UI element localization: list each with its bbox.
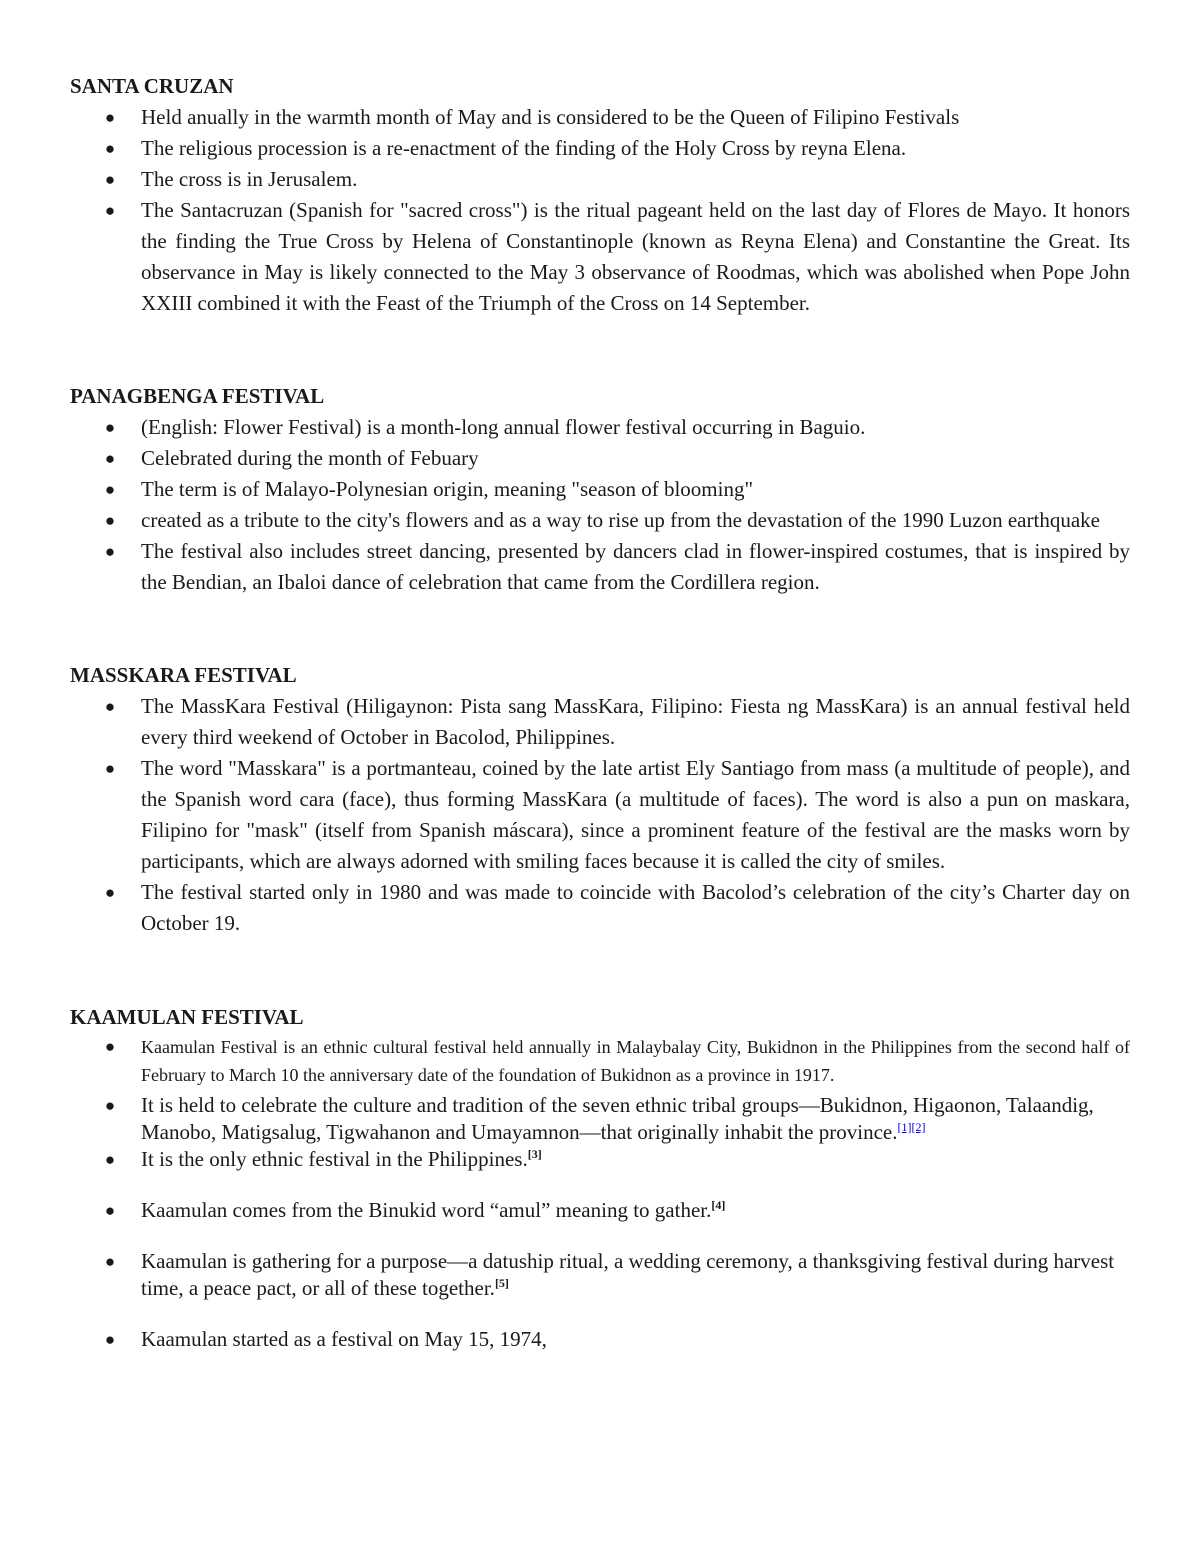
bullet-icon: ● xyxy=(104,1201,116,1220)
bullet-icon: ● xyxy=(104,697,116,716)
bullet-icon: ● xyxy=(104,1330,116,1349)
bullet-icon: ● xyxy=(104,201,116,220)
list-item-text: Celebrated during the month of Febuary xyxy=(141,446,479,470)
list-item xyxy=(70,133,1130,164)
section-kaamulan xyxy=(70,1002,1130,1353)
section-masskara xyxy=(70,660,1130,939)
bullet-icon: ● xyxy=(104,759,116,778)
list-item xyxy=(70,443,1130,474)
bullet-icon: ● xyxy=(104,1037,116,1056)
footnote-ref: [4] xyxy=(711,1198,726,1212)
section-santa-cruzan xyxy=(70,71,1130,319)
list-item xyxy=(70,1248,1130,1302)
list-item-text: Kaamulan Festival is an ethnic cultural festival held annually in Malaybalay City, Bukidnon in the Philippines from the second half of February to March 10 the anniversary date of the foundation of Bukidnon as a province in 1917. xyxy=(141,1037,1130,1085)
list-item-text: Kaamulan comes from the Binukid word “amul” meaning to gather. xyxy=(141,1198,712,1222)
bullet-icon: ● xyxy=(104,480,116,499)
list-item xyxy=(70,691,1130,753)
list-item-text: created as a tribute to the city's flowers and as a way to rise up from the devastation of the 1990 Luzon earthquake xyxy=(141,508,1100,532)
list-item xyxy=(70,164,1130,195)
list-item-text: The cross is in Jerusalem. xyxy=(141,167,358,191)
list-item-text: The religious procession is a re-enactment of the finding of the Holy Cross by reyna Elena. xyxy=(141,136,907,160)
footnote-refs xyxy=(897,1120,925,1134)
bullet-list xyxy=(70,691,1130,939)
list-item xyxy=(70,412,1130,443)
bullet-icon: ● xyxy=(104,108,116,127)
footnote-ref: [5] xyxy=(494,1276,509,1290)
bullet-icon: ● xyxy=(104,511,116,530)
bullet-icon: ● xyxy=(104,542,116,561)
list-item-text: The word "Masskara" is a portmanteau, coined by the late artist Ely Santiago from mass (a multitude of people), and the Spanish word cara (face), thus forming MassKara (a multitude of faces). The word is also a pun on maskara, Filipino for "mask" (itself from Spanish máscara), since a prominent feature of the festival are the masks worn by participants, which are always adorned with smiling faces because it is called the city of smiles. xyxy=(141,756,1130,873)
list-item xyxy=(70,1033,1130,1089)
footnote-link[interactable]: [1] xyxy=(897,1120,912,1134)
list-item xyxy=(70,505,1130,536)
bullet-icon: ● xyxy=(104,139,116,158)
bullet-icon: ● xyxy=(104,170,116,189)
list-item xyxy=(70,1146,1130,1173)
list-item-text: The festival started only in 1980 and was made to coincide with Bacolod’s celebration of the city’s Charter day on October 19. xyxy=(141,880,1130,935)
list-item-text: The festival also includes street dancing, presented by dancers clad in flower-inspired costumes, that is inspired by the Bendian, an Ibaloi dance of celebration that came from the Cordillera region. xyxy=(141,539,1130,594)
bullet-list xyxy=(70,1033,1130,1353)
list-item-text: The Santacruzan (Spanish for "sacred cross") is the ritual pageant held on the last day of Flores de Mayo. It honors the finding the True Cross by Helena of Constantinople (known as Reyna Elena) and Constantine the Great. Its observance in May is likely connected to the May 3 observance of Roodmas, which was abolished when Pope John XXIII combined it with the Feast of the Triumph of the Cross on 14 September. xyxy=(141,198,1130,315)
list-item xyxy=(70,536,1130,598)
bullet-icon: ● xyxy=(104,1096,116,1115)
footnote-ref: [3] xyxy=(527,1147,542,1161)
section-heading: PANAGBENGA FESTIVAL xyxy=(70,384,325,408)
list-item xyxy=(70,1197,1130,1224)
list-item-text: Held anually in the warmth month of May and is considered to be the Queen of Filipino Festivals xyxy=(141,105,960,129)
list-item-text: It is the only ethnic festival in the Philippines. xyxy=(141,1147,528,1171)
list-item xyxy=(70,474,1130,505)
list-item xyxy=(70,1326,1130,1353)
list-item xyxy=(70,1092,1130,1146)
list-item-text: Kaamulan started as a festival on May 15, 1974, xyxy=(141,1327,547,1351)
bullet-list xyxy=(70,102,1130,319)
list-item xyxy=(70,195,1130,319)
list-item xyxy=(70,877,1130,939)
bullet-list xyxy=(70,412,1130,598)
list-item xyxy=(70,102,1130,133)
section-heading: SANTA CRUZAN xyxy=(70,74,234,98)
bullet-icon: ● xyxy=(104,418,116,437)
list-item-text: It is held to celebrate the culture and tradition of the seven ethnic tribal groups—Bukidnon, Higaonon, Talaandig, Manobo, Matigsalug, Tigwahanon and Umayamnon—that originally inhabit the province. xyxy=(141,1093,1094,1144)
bullet-icon: ● xyxy=(104,449,116,468)
bullet-icon: ● xyxy=(104,1150,116,1169)
list-item-text: The term is of Malayo-Polynesian origin, meaning "season of blooming" xyxy=(141,477,754,501)
list-item-text: (English: Flower Festival) is a month-long annual flower festival occurring in Baguio. xyxy=(141,415,866,439)
bullet-icon: ● xyxy=(104,1252,116,1271)
bullet-icon: ● xyxy=(104,883,116,902)
section-heading: MASSKARA FESTIVAL xyxy=(70,663,297,687)
footnote-link[interactable]: [2] xyxy=(911,1120,926,1134)
list-item-text: Kaamulan is gathering for a purpose—a datuship ritual, a wedding ceremony, a thanksgiving festival during harvest time, a peace pact, or all of these together. xyxy=(141,1249,1115,1300)
list-item-text: The MassKara Festival (Hiligaynon: Pista sang MassKara, Filipino: Fiesta ng MassKara) is an annual festival held every third weekend of October in Bacolod, Philippines. xyxy=(141,694,1130,749)
section-heading: KAAMULAN FESTIVAL xyxy=(70,1005,304,1029)
list-item xyxy=(70,753,1130,877)
section-panagbenga xyxy=(70,381,1130,598)
